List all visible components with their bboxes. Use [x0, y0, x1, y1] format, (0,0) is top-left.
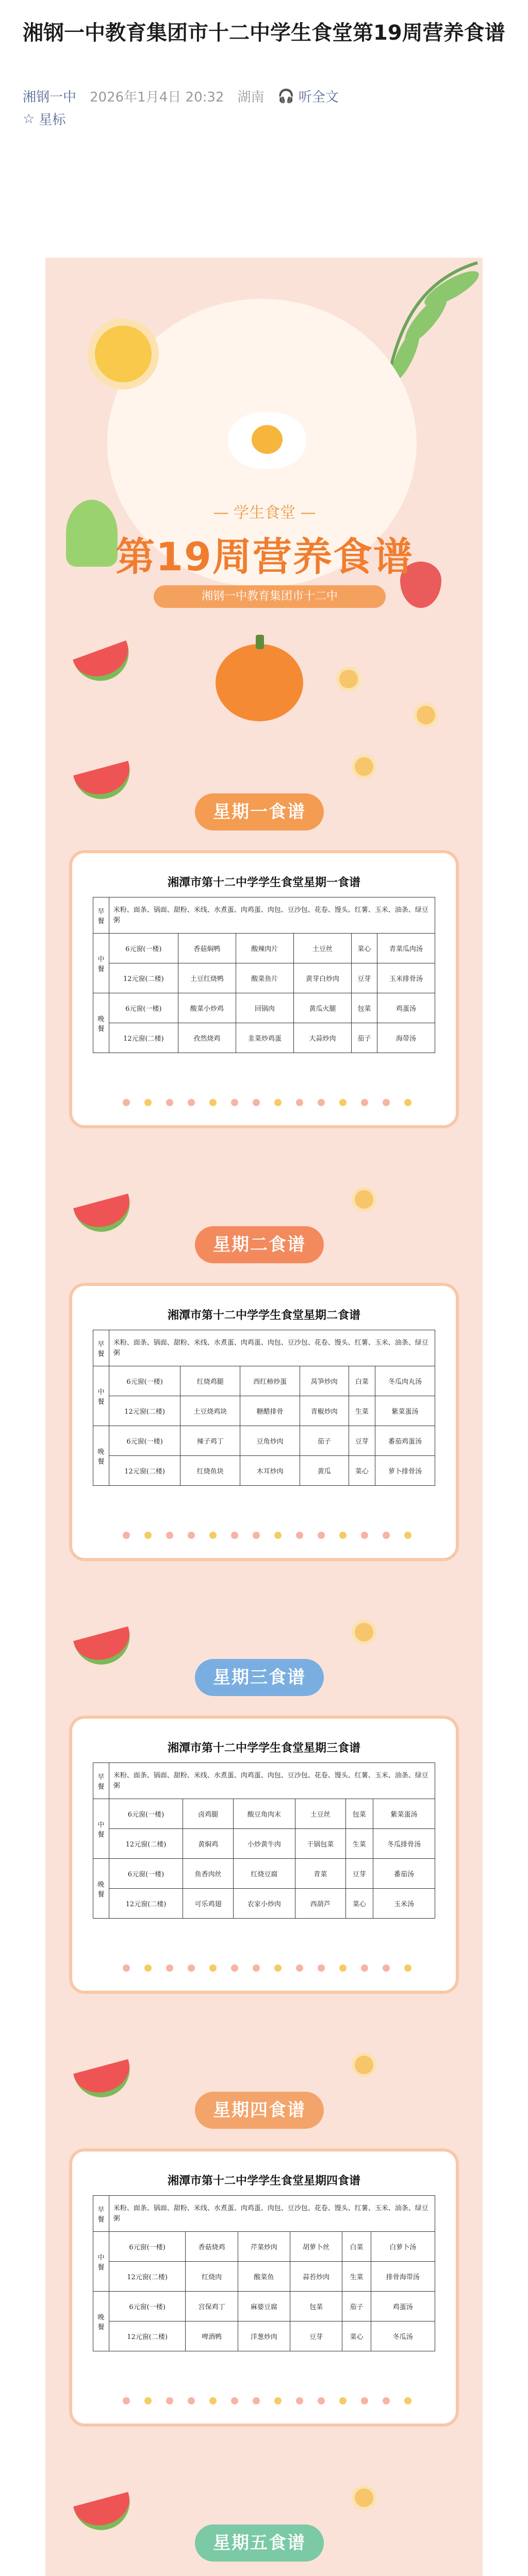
dot-icon [404, 1964, 411, 1972]
dot-icon [123, 1099, 130, 1106]
table-cell: 海带汤 [377, 1023, 435, 1053]
meal-label: 早餐 [93, 2196, 109, 2232]
table-cell: 番茄汤 [373, 1859, 435, 1889]
star-button[interactable] [23, 109, 65, 128]
table-cell: 包菜 [352, 993, 377, 1023]
table-cell: 豆芽 [345, 1859, 373, 1889]
flower-icon [339, 670, 358, 688]
table-row [93, 2196, 435, 2232]
table-cell: 萝卜排骨汤 [375, 1456, 435, 1486]
dot-icon [231, 1532, 238, 1539]
menu-card [69, 850, 459, 1128]
table-cell: 菜心 [349, 1456, 375, 1486]
poster-title: 第19周营养食谱 [116, 534, 414, 580]
table-cell: 12元窗(二楼) [109, 1829, 183, 1859]
table-cell: 茄子 [300, 1426, 349, 1456]
table-cell: 酸菜小炒鸡 [178, 993, 236, 1023]
day-pill: 星期一食谱 [195, 793, 324, 831]
table-cell: 莴笋炒肉 [300, 1366, 349, 1396]
dot-icon [383, 1532, 390, 1539]
table-cell: 西红柿炒蛋 [240, 1366, 300, 1396]
table-cell: 土豆红烧鸭 [178, 963, 236, 993]
dot-icon [318, 2397, 325, 2404]
table-row [93, 2232, 435, 2262]
dot-icon [231, 1099, 238, 1106]
account-name[interactable]: 湘钢一中 [23, 90, 77, 105]
dot-icon [274, 2397, 282, 2404]
star-icon: ☆ [23, 111, 35, 127]
table-cell: 青椒炒肉 [300, 1396, 349, 1426]
dot-icon [166, 2397, 173, 2404]
table-cell: 黄瓜火腿 [293, 993, 351, 1023]
decorative-dots [123, 2391, 411, 2411]
table-cell: 红烧鸡腿 [180, 1366, 240, 1396]
flower-icon [355, 2488, 373, 2507]
dot-icon [383, 2397, 390, 2404]
table-cell: 6元窗(一楼) [109, 1859, 183, 1889]
table-cell: 6元窗(一楼) [109, 2292, 186, 2321]
article-meta [23, 87, 339, 106]
menu-table [93, 1762, 435, 1919]
watermelon-icon [73, 761, 136, 805]
menu-sheet-title: 湘潭市第十二中学学生食堂星期四食谱 [167, 2174, 360, 2188]
dot-icon [209, 1964, 217, 1972]
table-row [93, 1023, 435, 1053]
table-cell: 宫保鸡丁 [186, 2292, 238, 2321]
table-cell: 酸菜鱼片 [236, 963, 293, 993]
listen-button[interactable] [277, 87, 338, 106]
table-cell: 12元窗(二楼) [109, 963, 178, 993]
table-row [93, 1330, 435, 1366]
dot-icon [188, 1532, 195, 1539]
dept-label: — 学生食堂 — [213, 504, 316, 522]
table-cell: 麻婆豆腐 [238, 2292, 290, 2321]
table-cell: 农家小炒肉 [233, 1889, 295, 1919]
table-cell: 12元窗(二楼) [109, 2321, 186, 2351]
table-cell: 菜心 [342, 2321, 371, 2351]
table-cell: 大蒜炒肉 [293, 1023, 351, 1053]
table-cell: 豆芽 [352, 963, 377, 993]
table-cell: 茄子 [342, 2292, 371, 2321]
decorative-dots [123, 1525, 411, 1546]
table-cell: 木耳炒肉 [240, 1456, 300, 1486]
dot-icon [296, 1532, 303, 1539]
table-row [93, 1889, 435, 1919]
dot-icon [253, 1532, 260, 1539]
dot-icon [296, 1964, 303, 1972]
table-row [93, 963, 435, 993]
table-cell: 12元窗(二楼) [109, 1889, 183, 1919]
dot-icon [253, 2397, 260, 2404]
table-row [93, 897, 435, 934]
article-header [0, 0, 528, 237]
dot-icon [253, 1964, 260, 1972]
menu-table [93, 1330, 435, 1486]
dot-icon [318, 1099, 325, 1106]
table-cell: 黄瓜 [300, 1456, 349, 1486]
table-cell: 韭菜炒鸡蛋 [236, 1023, 293, 1053]
meal-label: 早餐 [93, 897, 109, 934]
watermelon-icon [73, 2059, 136, 2104]
dot-icon [209, 1532, 217, 1539]
table-cell: 紫菜蛋汤 [375, 1396, 435, 1426]
table-cell: 生菜 [342, 2262, 371, 2292]
dot-icon [318, 1964, 325, 1972]
table-cell: 豆角炒肉 [240, 1426, 300, 1456]
table-cell: 菜心 [352, 934, 377, 963]
meal-label: 晚餐 [93, 1859, 109, 1919]
table-row [93, 1456, 435, 1486]
table-cell: 啤酒鸭 [186, 2321, 238, 2351]
flower-icon [417, 706, 435, 724]
table-cell: 土豆烧鸡块 [180, 1396, 240, 1426]
meal-label: 中餐 [93, 1799, 109, 1859]
day-pill: 星期五食谱 [195, 2524, 324, 2562]
table-row [93, 1859, 435, 1889]
breakfast-items: 米粉、面条、锅面、甜粉、米线、水煮蛋、肉鸡蛋、肉包、豆沙包、花卷、馒头、红薯、玉米、油条、绿豆粥 [109, 897, 435, 934]
decorative-dots [123, 1092, 411, 1113]
menu-sheet-title: 湘潭市第十二中学学生食堂星期二食谱 [167, 1309, 360, 1322]
table-cell: 6元窗(一楼) [109, 1366, 180, 1396]
table-cell: 青菜瓜肉汤 [377, 934, 435, 963]
table-row [93, 1396, 435, 1426]
menu-sheet-title: 湘潭市第十二中学学生食堂星期一食谱 [167, 876, 360, 889]
egg-yolk [252, 425, 283, 454]
table-row [93, 1829, 435, 1859]
table-cell: 包菜 [290, 2292, 342, 2321]
table-cell: 回锅肉 [236, 993, 293, 1023]
table-cell: 胡萝卜丝 [290, 2232, 342, 2262]
table-cell: 干锅包菜 [295, 1829, 345, 1859]
table-cell: 黄焖鸡 [183, 1829, 234, 1859]
meal-label: 晚餐 [93, 2292, 109, 2351]
table-cell: 香菇焖鸭 [178, 934, 236, 963]
table-row [93, 2321, 435, 2351]
table-cell: 土豆丝 [295, 1799, 345, 1829]
table-cell: 小炒黄牛肉 [233, 1829, 295, 1859]
dot-icon [404, 2397, 411, 2404]
watermelon-icon [73, 640, 137, 689]
table-cell: 紫菜蛋汤 [373, 1799, 435, 1829]
dot-icon [296, 1099, 303, 1106]
menu-sheet-title: 湘潭市第十二中学学生食堂星期三食谱 [167, 1741, 360, 1755]
table-cell: 可乐鸡翅 [183, 1889, 234, 1919]
watermelon-icon [73, 2492, 136, 2536]
table-cell: 酸辣肉片 [236, 934, 293, 963]
flower-icon [355, 1190, 373, 1209]
dot-icon [383, 1964, 390, 1972]
table-cell: 玉米排骨汤 [377, 963, 435, 993]
menu-table [93, 897, 435, 1053]
table-cell: 鱼香肉丝 [183, 1859, 234, 1889]
dot-icon [144, 1099, 152, 1106]
table-cell: 芹菜炒肉 [238, 2232, 290, 2262]
dot-icon [339, 1099, 346, 1106]
dot-icon [123, 1964, 130, 1972]
table-cell: 鸡蛋汤 [371, 2292, 435, 2321]
dot-icon [188, 1964, 195, 1972]
breakfast-items: 米粉、面条、锅面、甜粉、米线、水煮蛋、肉鸡蛋、肉包、豆沙包、花卷、馒头、红薯、玉米、油条、绿豆粥 [109, 1330, 435, 1366]
dot-icon [231, 1964, 238, 1972]
table-cell: 排骨海带汤 [371, 2262, 435, 2292]
breakfast-items: 米粉、面条、锅面、甜粉、米线、水煮蛋、肉鸡蛋、肉包、豆沙包、花卷、馒头、红薯、玉米、油条、绿豆粥 [109, 1763, 435, 1799]
dot-icon [274, 1099, 282, 1106]
headphone-icon: 🎧 [277, 88, 294, 104]
publish-date: 2026年1月4日 20:32 [90, 90, 224, 105]
day-pill: 星期三食谱 [195, 1659, 324, 1696]
dot-icon [361, 2397, 368, 2404]
dot-icon [296, 2397, 303, 2404]
table-row [93, 1799, 435, 1829]
star-label: 星标 [39, 112, 66, 128]
menu-card [69, 1716, 459, 1994]
menu-table [93, 2195, 435, 2351]
table-cell: 6元窗(一楼) [109, 1426, 180, 1456]
dot-icon [231, 2397, 238, 2404]
table-cell: 红烧肉 [186, 2262, 238, 2292]
table-cell: 香菇烧鸡 [186, 2232, 238, 2262]
dot-icon [404, 1099, 411, 1106]
dot-icon [144, 1964, 152, 1972]
flower-icon [355, 2056, 373, 2074]
table-cell: 孜然烧鸡 [178, 1023, 236, 1053]
watermelon-icon [73, 1194, 136, 1238]
dot-icon [166, 1964, 173, 1972]
day-pill: 星期二食谱 [195, 1226, 324, 1263]
table-row [93, 934, 435, 963]
dot-icon [144, 1532, 152, 1539]
meal-label: 中餐 [93, 2232, 109, 2292]
table-row [93, 1366, 435, 1396]
table-cell: 白菜 [349, 1366, 375, 1396]
table-cell: 包菜 [345, 1799, 373, 1829]
table-cell: 卤鸡腿 [183, 1799, 234, 1829]
dot-icon [123, 1532, 130, 1539]
table-cell: 冬瓜汤 [371, 2321, 435, 2351]
dot-icon [361, 1964, 368, 1972]
menu-card [69, 1283, 459, 1561]
table-cell: 菜心 [345, 1889, 373, 1919]
table-cell: 6元窗(一楼) [109, 934, 178, 963]
menu-poster [45, 258, 483, 2576]
table-cell: 玉米汤 [373, 1889, 435, 1919]
meal-label: 早餐 [93, 1330, 109, 1366]
menu-card [69, 2148, 459, 2427]
table-cell: 豆芽 [349, 1426, 375, 1456]
location: 湖南 [237, 90, 265, 105]
table-cell: 蒜苔炒肉 [290, 2262, 342, 2292]
table-cell: 西葫芦 [295, 1889, 345, 1919]
table-cell: 糖醋排骨 [240, 1396, 300, 1426]
table-cell: 洋葱炒肉 [238, 2321, 290, 2351]
dot-icon [209, 2397, 217, 2404]
table-row [93, 993, 435, 1023]
dot-icon [339, 1532, 346, 1539]
table-cell: 12元窗(二楼) [109, 1456, 180, 1486]
flower-icon [355, 1623, 373, 1641]
table-cell: 冬瓜肉丸汤 [375, 1366, 435, 1396]
table-cell: 黄芽白炒肉 [293, 963, 351, 993]
table-cell: 白菜 [342, 2232, 371, 2262]
table-cell: 12元窗(二楼) [109, 1023, 178, 1053]
dot-icon [383, 1099, 390, 1106]
dot-icon [361, 1532, 368, 1539]
table-cell: 6元窗(一楼) [109, 1799, 183, 1829]
meal-label: 早餐 [93, 1763, 109, 1799]
table-cell: 白萝卜汤 [371, 2232, 435, 2262]
listen-label: 听全文 [298, 90, 339, 105]
dot-icon [274, 1532, 282, 1539]
table-cell: 酸菜鱼 [238, 2262, 290, 2292]
table-row [93, 1426, 435, 1456]
dot-icon [123, 2397, 130, 2404]
table-cell: 冬瓜排骨汤 [373, 1829, 435, 1859]
breakfast-items: 米粉、面条、锅面、甜粉、米线、水煮蛋、肉鸡蛋、肉包、豆沙包、花卷、馒头、红薯、玉米、油条、绿豆粥 [109, 2196, 435, 2232]
table-cell: 6元窗(一楼) [109, 2232, 186, 2262]
table-cell: 红烧豆腐 [233, 1859, 295, 1889]
dot-icon [209, 1099, 217, 1106]
meal-label: 中餐 [93, 1366, 109, 1426]
table-cell: 红烧鱼块 [180, 1456, 240, 1486]
dot-icon [361, 1099, 368, 1106]
dot-icon [339, 2397, 346, 2404]
dot-icon [166, 1532, 173, 1539]
table-cell: 茄子 [352, 1023, 377, 1053]
table-cell: 6元窗(一楼) [109, 993, 178, 1023]
table-cell: 土豆丝 [293, 934, 351, 963]
decorative-dots [123, 1958, 411, 1978]
meal-label: 中餐 [93, 934, 109, 993]
dot-icon [404, 1532, 411, 1539]
table-row [93, 1763, 435, 1799]
dot-icon [274, 1964, 282, 1972]
dot-icon [166, 1099, 173, 1106]
table-cell: 鸡蛋汤 [377, 993, 435, 1023]
table-cell: 辣子鸡丁 [180, 1426, 240, 1456]
dot-icon [188, 2397, 195, 2404]
table-cell: 番茄鸡蛋汤 [375, 1426, 435, 1456]
table-cell: 12元窗(二楼) [109, 2262, 186, 2292]
day-pill: 星期四食谱 [195, 2092, 324, 2129]
dot-icon [318, 1532, 325, 1539]
flower-icon [355, 757, 373, 776]
dot-icon [339, 1964, 346, 1972]
article-title: 湘钢一中教育集团市十二中学生食堂第19周营养食谱 [23, 21, 505, 45]
table-row [93, 2292, 435, 2321]
dot-icon [188, 1099, 195, 1106]
watermelon-icon [73, 1626, 136, 1671]
pumpkin-icon [216, 644, 303, 721]
table-cell: 生菜 [349, 1396, 375, 1426]
table-cell: 酸豆角肉末 [233, 1799, 295, 1829]
sun-icon [95, 326, 152, 382]
meal-label: 晚餐 [93, 1426, 109, 1486]
dot-icon [253, 1099, 260, 1106]
table-cell: 12元窗(二楼) [109, 1396, 180, 1426]
table-row [93, 2262, 435, 2292]
poster-subtitle: 湘钢一中教育集团市十二中 [154, 585, 386, 608]
table-cell: 青菜 [295, 1859, 345, 1889]
table-cell: 生菜 [345, 1829, 373, 1859]
meal-label: 晚餐 [93, 993, 109, 1053]
dot-icon [144, 2397, 152, 2404]
table-cell: 豆芽 [290, 2321, 342, 2351]
